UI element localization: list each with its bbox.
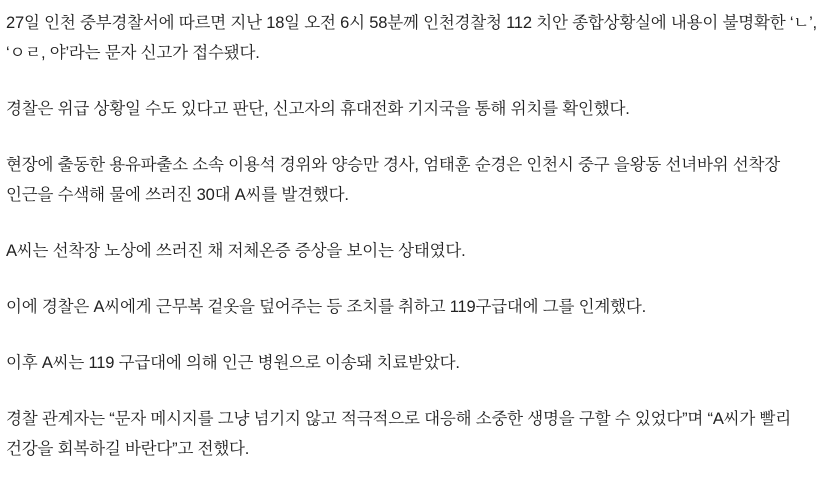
article-paragraph: 경찰은 위급 상황일 수도 있다고 판단, 신고자의 휴대전화 기지국을 통해 위치를 확인했다.	[6, 100, 630, 118]
article-paragraph: 경찰 관계자는 “문자 메시지를 그냥 넘기지 않고 적극적으로 대응해 소중한 생명을 구할 수 있었다”며 “A씨가 빨리 건강을 회복하길 바란다”고 전했다.	[6, 410, 791, 458]
article-paragraph: A씨는 선착장 노상에 쓰러진 채 저체온증 증상을 보이는 상태였다.	[6, 242, 466, 260]
article-paragraph: 현장에 출동한 용유파출소 소속 이용석 경위와 양승만 경사, 엄태훈 순경은 인천시 중구 을왕동 선녀바위 선착장 인근을 수색해 물에 쓰러진 30대 A씨를 발견했다.	[6, 156, 781, 204]
article-paragraph: 이후 A씨는 119 구급대에 의해 인근 병원으로 이송돼 치료받았다.	[6, 354, 460, 372]
article-paragraph: 27일 인천 중부경찰서에 따르면 지난 18일 오전 6시 58분께 인천경찰청 112 치안 종합상황실에 내용이 불명확한 ‘ㄴ’, ‘ㅇㄹ, 야’라는 문자 신고가 접수됐다.	[6, 14, 817, 62]
article-paragraph: 이에 경찰은 A씨에게 근무복 겉옷을 덮어주는 등 조치를 취하고 119구급대에 그를 인계했다.	[6, 298, 646, 316]
